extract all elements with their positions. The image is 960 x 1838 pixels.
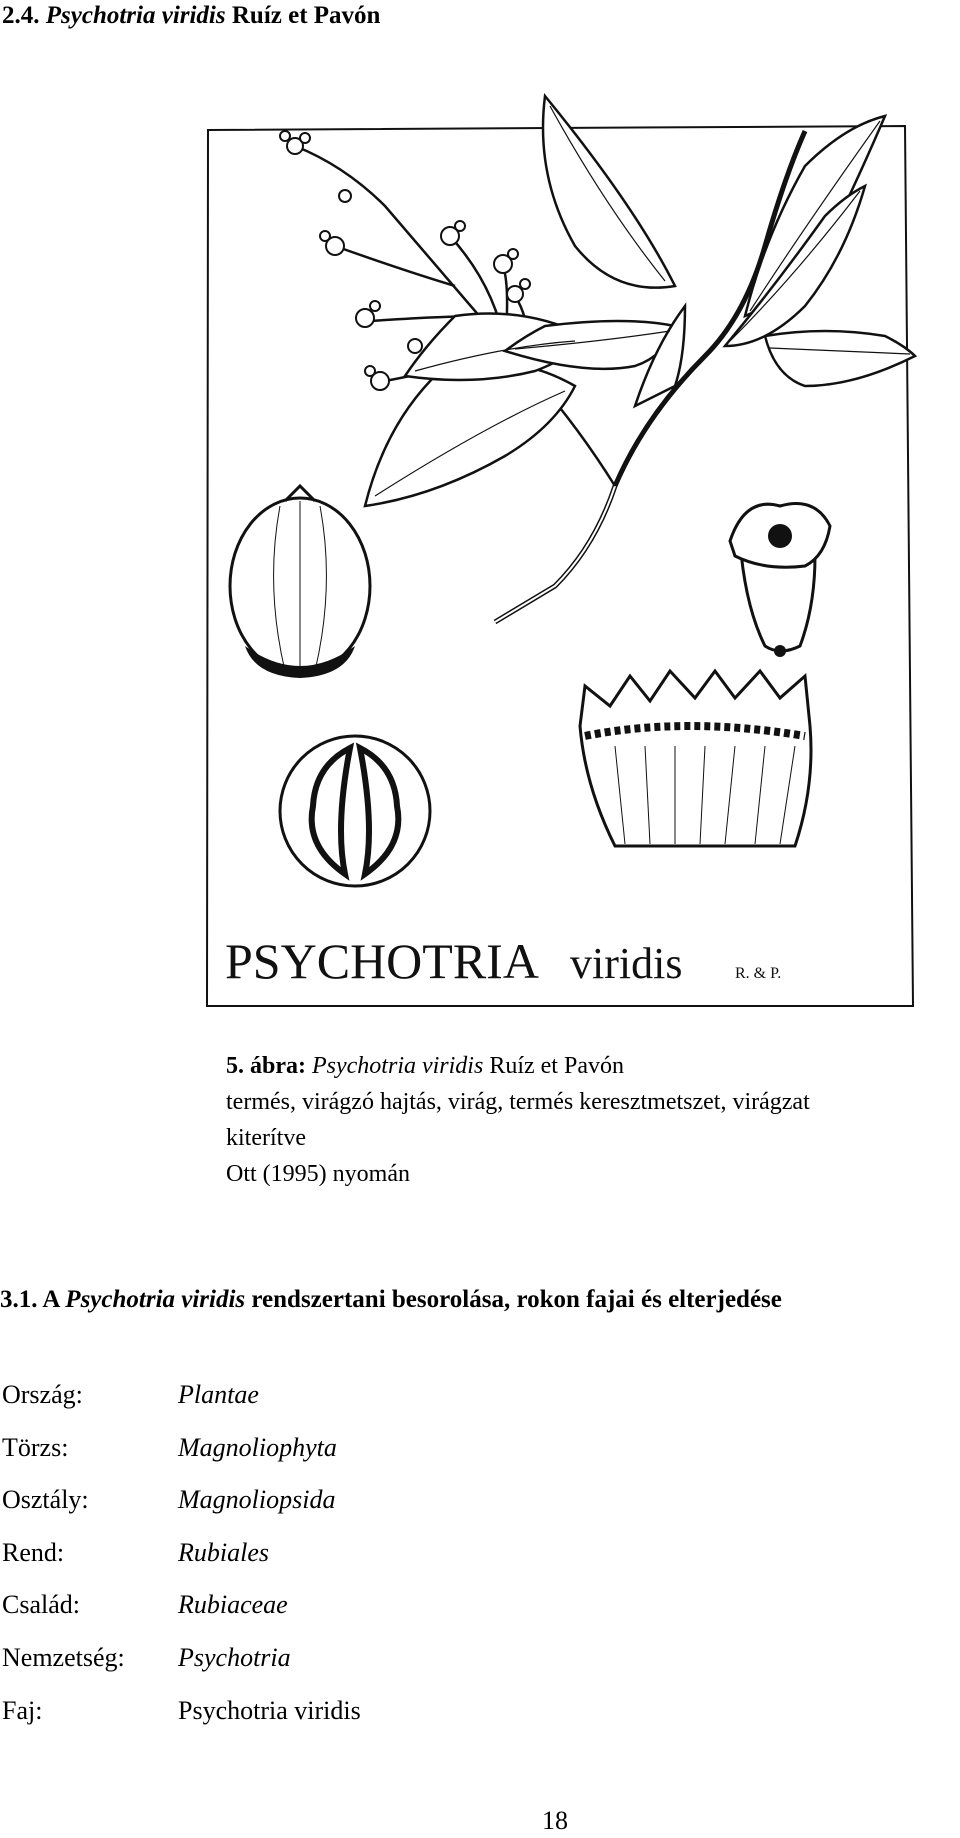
taxonomy-label: Osztály: xyxy=(2,1485,89,1515)
page-number: 18 xyxy=(542,1806,568,1835)
caption-line-3: kiterítve xyxy=(226,1125,306,1151)
caption-label: 5. ábra: xyxy=(226,1053,306,1079)
taxonomy-label: Nemzetség: xyxy=(2,1642,125,1672)
caption-line-4: Ott (1995) nyomán xyxy=(226,1161,410,1187)
section-rest: rendszertani besorolása, rokon fajai és elterjedése xyxy=(251,1286,782,1313)
heading-number: 2.4. xyxy=(2,2,40,29)
caption-line-2: termés, virágzó hajtás, virág, termés keresztmetszet, virágzat xyxy=(226,1089,810,1115)
taxonomy-value: Rubiales xyxy=(178,1537,269,1567)
plate-authority: R. & P. xyxy=(735,965,782,982)
taxonomy-value: Psychotria xyxy=(178,1642,291,1672)
leaves xyxy=(365,96,915,506)
caption-species: Psychotria viridis xyxy=(312,1053,484,1079)
heading-species: Psychotria viridis xyxy=(45,2,226,29)
chapter-heading xyxy=(2,2,380,30)
taxonomy-label: Rend: xyxy=(2,1537,65,1567)
caption-authority: Ruíz et Pavón xyxy=(489,1053,624,1079)
taxonomy-label: Család: xyxy=(2,1590,80,1620)
section-heading xyxy=(0,1286,782,1314)
heading-authority: Ruíz et Pavón xyxy=(231,2,381,29)
taxonomy-label: Törzs: xyxy=(2,1432,69,1462)
figure-caption xyxy=(226,1048,810,1192)
taxonomy-value: Plantae xyxy=(178,1380,259,1409)
botanical-illustration xyxy=(205,86,920,1012)
taxonomy-value: Magnoliophyta xyxy=(178,1432,337,1462)
caption-line-1 xyxy=(226,1048,810,1084)
taxonomy-value: Magnoliopsida xyxy=(178,1485,336,1515)
taxonomy-value: Rubiaceae xyxy=(178,1590,288,1620)
plate-title-species: viridis xyxy=(570,939,683,988)
taxonomy-label: Ország: xyxy=(2,1380,83,1409)
illustration-svg xyxy=(205,86,920,1012)
plate-title-genus: PSYCHOTRIA xyxy=(225,933,539,989)
fruit-cross-section-drawing xyxy=(280,736,430,886)
taxonomy-label: Faj: xyxy=(2,1695,43,1725)
corolla-spread-drawing xyxy=(580,671,811,846)
fruit-drawing xyxy=(230,486,370,678)
taxonomy-value: Psychotria viridis xyxy=(178,1695,361,1725)
section-number: 3.1. A xyxy=(0,1286,60,1313)
section-species: Psychotria viridis xyxy=(65,1286,246,1313)
flower-drawing xyxy=(730,504,830,658)
